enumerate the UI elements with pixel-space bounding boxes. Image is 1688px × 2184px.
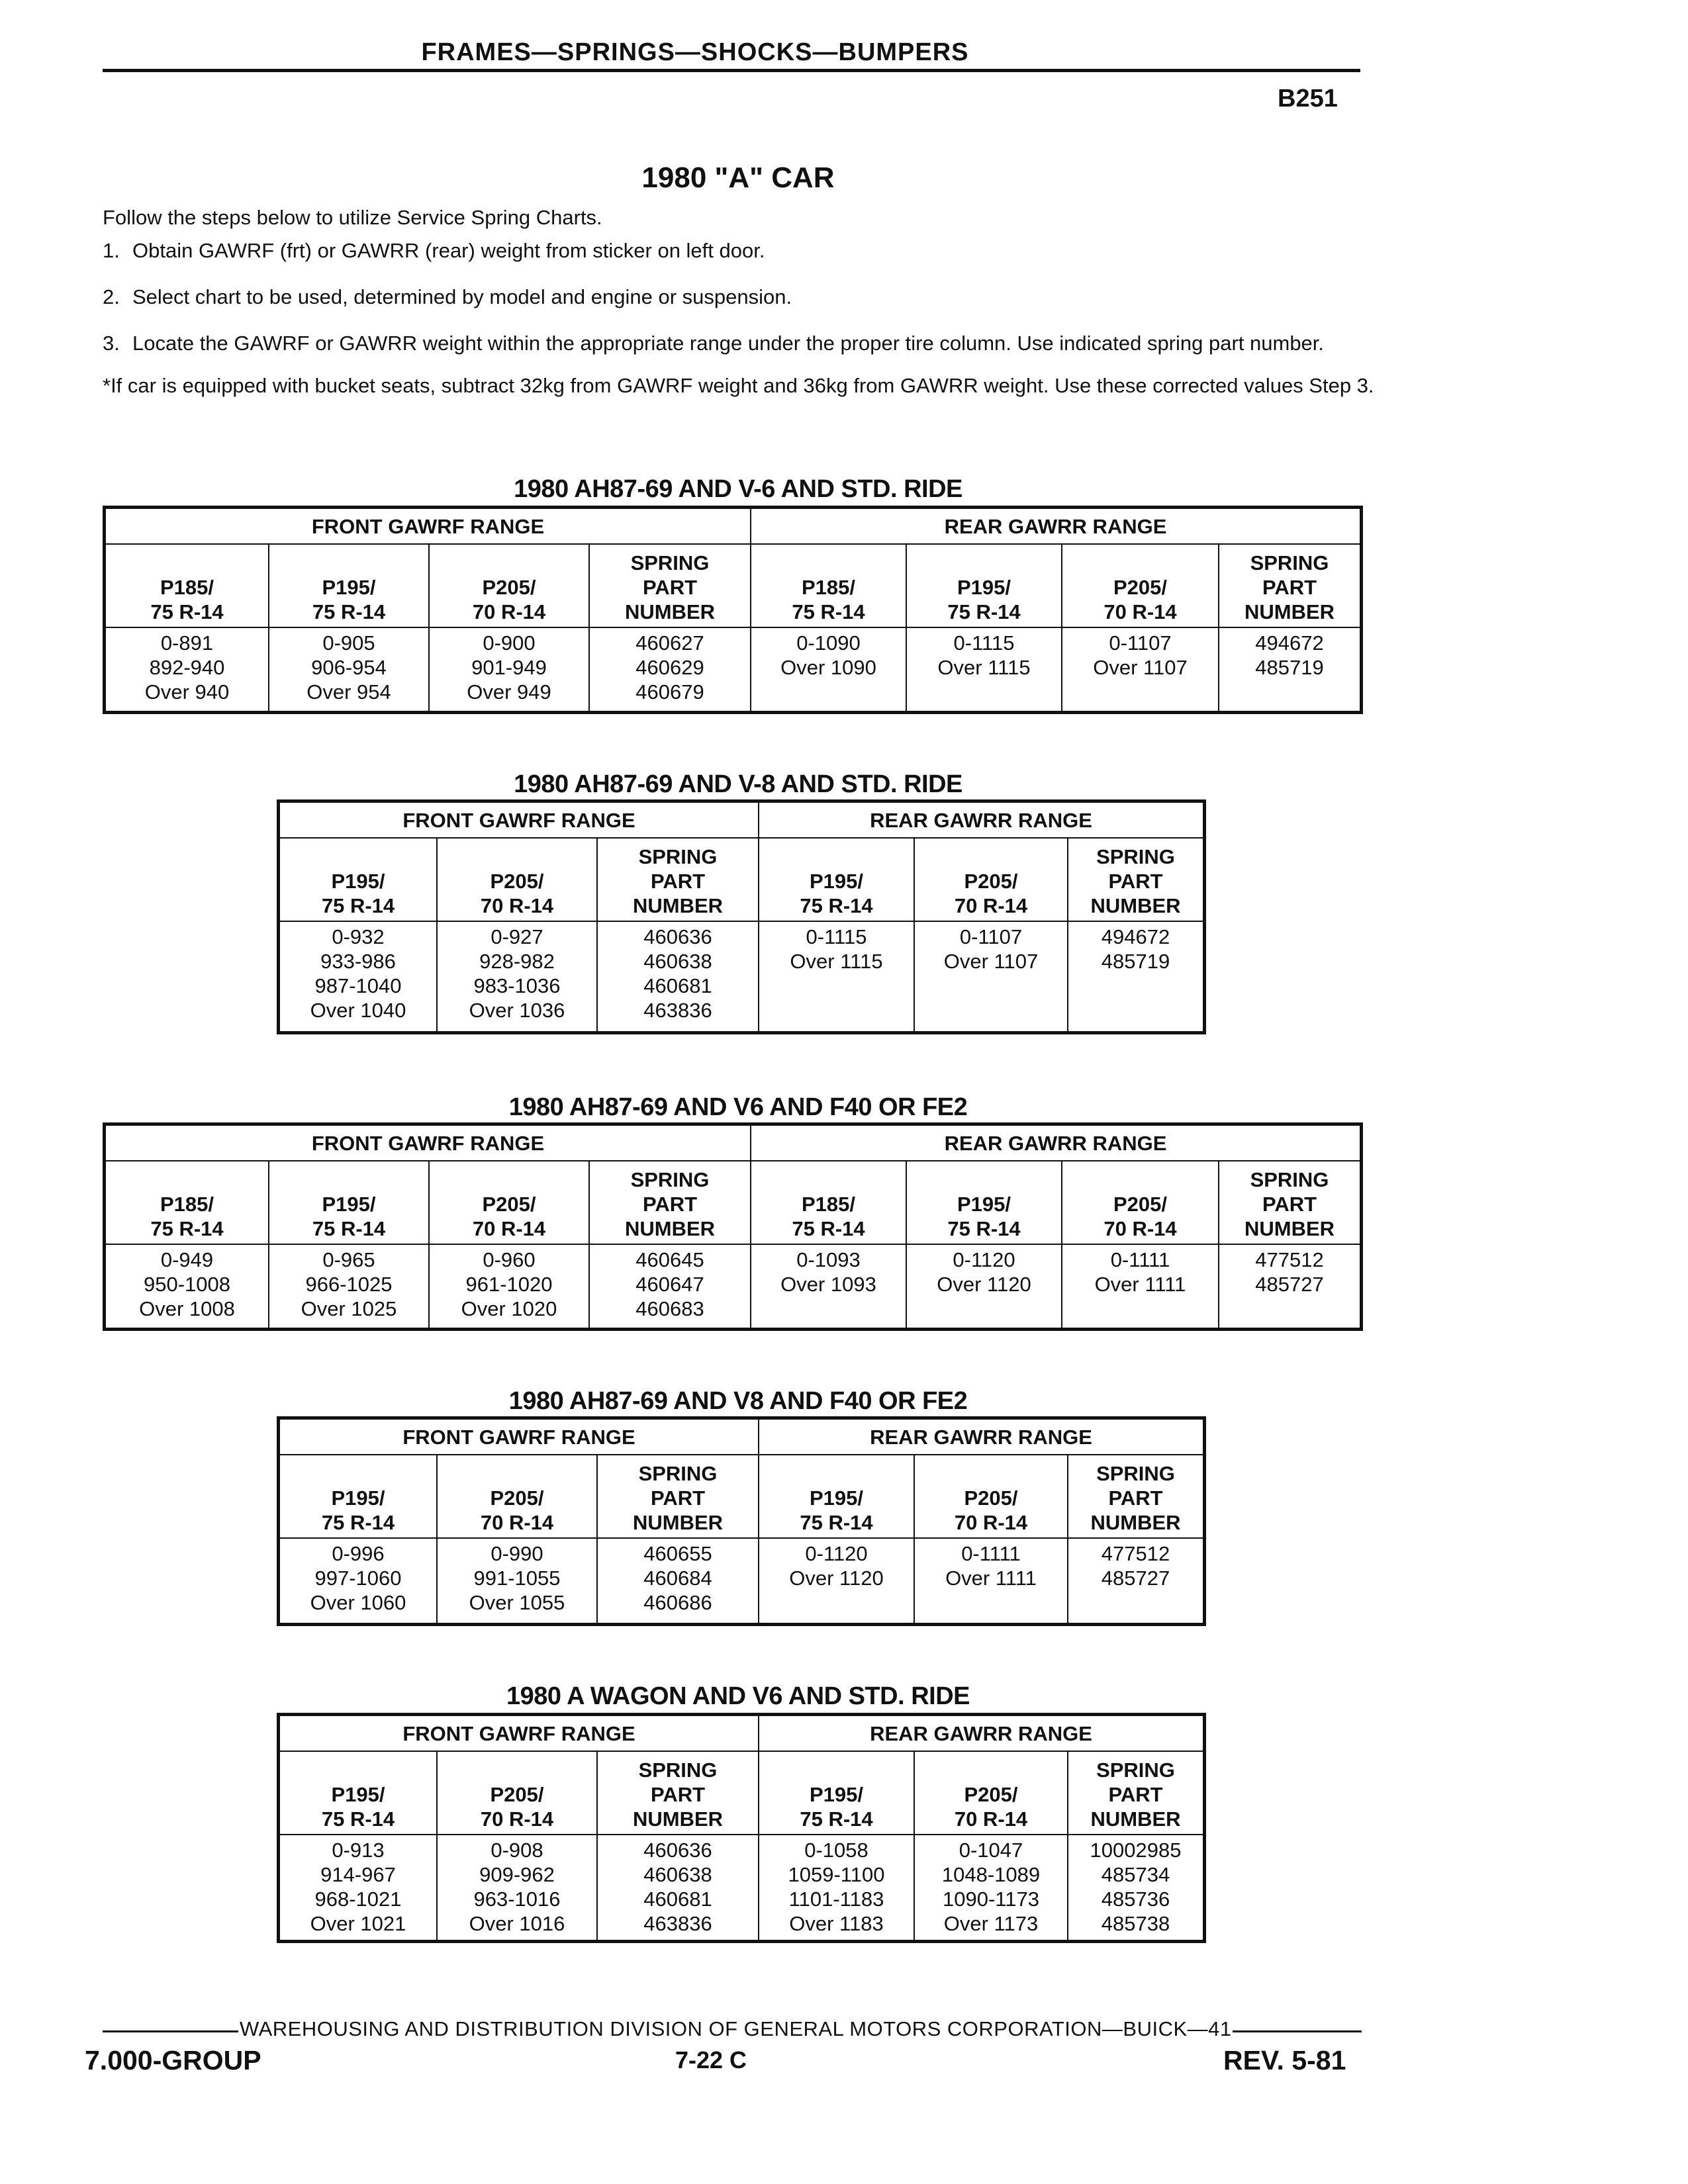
spring-part-number-header: SPRING PART NUMBER: [589, 544, 751, 627]
tire-size-header: P185/ 75 R-14: [751, 544, 906, 627]
spring-chart: [277, 1416, 1206, 1626]
part-number-cell: 460636 460638 460681 463836: [597, 921, 759, 1032]
tire-size-header: P195/ 75 R-14: [759, 1455, 914, 1538]
tire-size-header: P205/ 70 R-14: [437, 838, 597, 921]
spring-chart: [277, 799, 1206, 1034]
weight-range-cell: 0-965 966-1025 Over 1025: [269, 1244, 429, 1329]
tire-size-header: P205/ 70 R-14: [437, 1455, 597, 1538]
front-range-header: FRONT GAWRF RANGE: [279, 1418, 759, 1455]
weight-range-cell: 0-1090 Over 1090: [751, 627, 906, 712]
tire-size-header: P195/ 75 R-14: [279, 1455, 438, 1538]
tire-size-header: P195/ 75 R-14: [759, 1751, 914, 1835]
weight-range-cell: 0-913 914-967 968-1021 Over 1021: [279, 1835, 438, 1942]
weight-range-cell: 0-1093 Over 1093: [751, 1244, 906, 1329]
weight-range-cell: 0-996 997-1060 Over 1060: [279, 1538, 438, 1624]
page-code: B251: [1278, 85, 1338, 113]
tire-size-header: P195/ 75 R-14: [906, 544, 1062, 627]
weight-range-cell: 0-905 906-954 Over 954: [269, 627, 429, 712]
weight-range-cell: 0-990 991-1055 Over 1055: [437, 1538, 597, 1624]
spring-part-number-header: SPRING PART NUMBER: [1219, 544, 1362, 627]
step-number: 1.: [103, 239, 120, 262]
weight-range-cell: 0-900 901-949 Over 949: [429, 627, 589, 712]
tire-size-header: P205/ 70 R-14: [914, 1751, 1068, 1835]
spring-chart: [103, 1122, 1363, 1331]
weight-range-cell: 0-1120 Over 1120: [906, 1244, 1062, 1329]
part-number-cell: 477512 485727: [1068, 1538, 1205, 1624]
front-range-header: FRONT GAWRF RANGE: [279, 1715, 759, 1752]
chart-title: 1980 AH87-69 AND V8 AND F40 OR FE2: [508, 1387, 968, 1415]
spring-part-number-header: SPRING PART NUMBER: [1219, 1161, 1362, 1244]
instructions: [103, 204, 1380, 400]
footer-division: WAREHOUSING AND DISTRIBUTION DIVISION OF GENERAL MOTORS CORPORATION—BUICK—41: [240, 2017, 1232, 2040]
footer-revision: REV. 5-81: [1223, 2045, 1346, 2075]
tire-size-header: P205/ 70 R-14: [437, 1751, 597, 1835]
weight-range-cell: 0-891 892-940 Over 940: [105, 627, 269, 712]
tire-size-header: P185/ 75 R-14: [105, 544, 269, 627]
spring-chart: [277, 1713, 1206, 1943]
weight-range-cell: 0-1115 Over 1115: [906, 627, 1062, 712]
part-number-cell: 460645 460647 460683: [589, 1244, 751, 1329]
instructions-lead: Follow the steps below to utilize Service Spring Charts.: [103, 206, 602, 229]
footer-rule: [1233, 2030, 1362, 2032]
weight-range-cell: 0-932 933-986 987-1040 Over 1040: [279, 921, 438, 1032]
weight-range-cell: 0-927 928-982 983-1036 Over 1036: [437, 921, 597, 1032]
spring-part-number-header: SPRING PART NUMBER: [1068, 1455, 1205, 1538]
rear-range-header: REAR GAWRR RANGE: [759, 801, 1205, 839]
weight-range-cell: 0-1107 Over 1107: [1062, 627, 1219, 712]
tire-size-header: P195/ 75 R-14: [906, 1161, 1062, 1244]
front-range-header: FRONT GAWRF RANGE: [105, 508, 751, 545]
part-number-cell: 460655 460684 460686: [597, 1538, 759, 1624]
tire-size-header: P205/ 70 R-14: [1062, 544, 1219, 627]
tire-size-header: P195/ 75 R-14: [759, 838, 914, 921]
tire-size-header: P195/ 75 R-14: [279, 838, 438, 921]
spring-part-number-header: SPRING PART NUMBER: [597, 1751, 759, 1835]
step-number: 2.: [103, 285, 120, 308]
step-text: Select chart to be used, determined by model and engine or suspension.: [132, 285, 792, 308]
rear-range-header: REAR GAWRR RANGE: [751, 1124, 1362, 1161]
rear-range-header: REAR GAWRR RANGE: [759, 1418, 1205, 1455]
instruction-step: [103, 330, 1380, 357]
tire-size-header: P205/ 70 R-14: [429, 544, 589, 627]
spring-part-number-header: SPRING PART NUMBER: [1068, 838, 1205, 921]
bucket-seat-note: *If car is equipped with bucket seats, subtract 32kg from GAWRF weight and 36kg from GAWRR weight. Use these corrected values Step 3.: [103, 374, 1374, 397]
spring-part-number-header: SPRING PART NUMBER: [597, 1455, 759, 1538]
rear-range-header: REAR GAWRR RANGE: [759, 1715, 1205, 1752]
tire-size-header: P205/ 70 R-14: [914, 838, 1068, 921]
instruction-step: [103, 237, 1380, 265]
weight-range-cell: 0-960 961-1020 Over 1020: [429, 1244, 589, 1329]
weight-range-cell: 0-1111 Over 1111: [1062, 1244, 1219, 1329]
weight-range-cell: 0-1111 Over 1111: [914, 1538, 1068, 1624]
part-number-cell: 494672 485719: [1219, 627, 1362, 712]
front-range-header: FRONT GAWRF RANGE: [279, 801, 759, 839]
spring-part-number-header: SPRING PART NUMBER: [589, 1161, 751, 1244]
footer-group: 7.000-GROUP: [85, 2045, 261, 2075]
section-header-title: FRAMES—SPRINGS—SHOCKS—BUMPERS: [421, 38, 969, 66]
weight-range-cell: 0-1047 1048-1089 1090-1173 Over 1173: [914, 1835, 1068, 1942]
spring-chart: [103, 506, 1363, 714]
chart-title: 1980 AH87-69 AND V6 AND F40 OR FE2: [508, 1093, 968, 1121]
weight-range-cell: 0-1058 1059-1100 1101-1183 Over 1183: [759, 1835, 914, 1942]
tire-size-header: P195/ 75 R-14: [269, 544, 429, 627]
tire-size-header: P185/ 75 R-14: [751, 1161, 906, 1244]
part-number-cell: 477512 485727: [1219, 1244, 1362, 1329]
part-number-cell: 494672 485719: [1068, 921, 1205, 1032]
instruction-step: [103, 283, 1380, 311]
front-range-header: FRONT GAWRF RANGE: [105, 1124, 751, 1161]
step-number: 3.: [103, 332, 120, 355]
rear-range-header: REAR GAWRR RANGE: [751, 508, 1362, 545]
tire-size-header: P195/ 75 R-14: [269, 1161, 429, 1244]
chart-title: 1980 AH87-69 AND V-8 AND STD. RIDE: [514, 770, 962, 798]
weight-range-cell: 0-1120 Over 1120: [759, 1538, 914, 1624]
tire-size-header: P205/ 70 R-14: [429, 1161, 589, 1244]
part-number-cell: 10002985 485734 485736 485738: [1068, 1835, 1205, 1942]
spring-part-number-header: SPRING PART NUMBER: [1068, 1751, 1205, 1835]
tire-size-header: P195/ 75 R-14: [279, 1751, 438, 1835]
tire-size-header: P185/ 75 R-14: [105, 1161, 269, 1244]
step-text: Obtain GAWRF (frt) or GAWRR (rear) weight from sticker on left door.: [132, 239, 765, 262]
weight-range-cell: 0-949 950-1008 Over 1008: [105, 1244, 269, 1329]
weight-range-cell: 0-908 909-962 963-1016 Over 1016: [437, 1835, 597, 1942]
footer-page-number: 7-22 C: [675, 2046, 747, 2073]
tire-size-header: P205/ 70 R-14: [914, 1455, 1068, 1538]
weight-range-cell: 0-1107 Over 1107: [914, 921, 1068, 1032]
weight-range-cell: 0-1115 Over 1115: [759, 921, 914, 1032]
document-title: 1980 "A" CAR: [641, 161, 835, 194]
part-number-cell: 460627 460629 460679: [589, 627, 751, 712]
part-number-cell: 460636 460638 460681 463836: [597, 1835, 759, 1942]
chart-title: 1980 A WAGON AND V6 AND STD. RIDE: [506, 1682, 970, 1710]
tire-size-header: P205/ 70 R-14: [1062, 1161, 1219, 1244]
chart-title: 1980 AH87-69 AND V-6 AND STD. RIDE: [514, 475, 962, 503]
header-rule: [103, 69, 1360, 72]
step-text: Locate the GAWRF or GAWRR weight within the appropriate range under the proper tire column. Use indicated spring part number.: [132, 332, 1325, 355]
spring-part-number-header: SPRING PART NUMBER: [597, 838, 759, 921]
footer-rule: [103, 2030, 238, 2032]
